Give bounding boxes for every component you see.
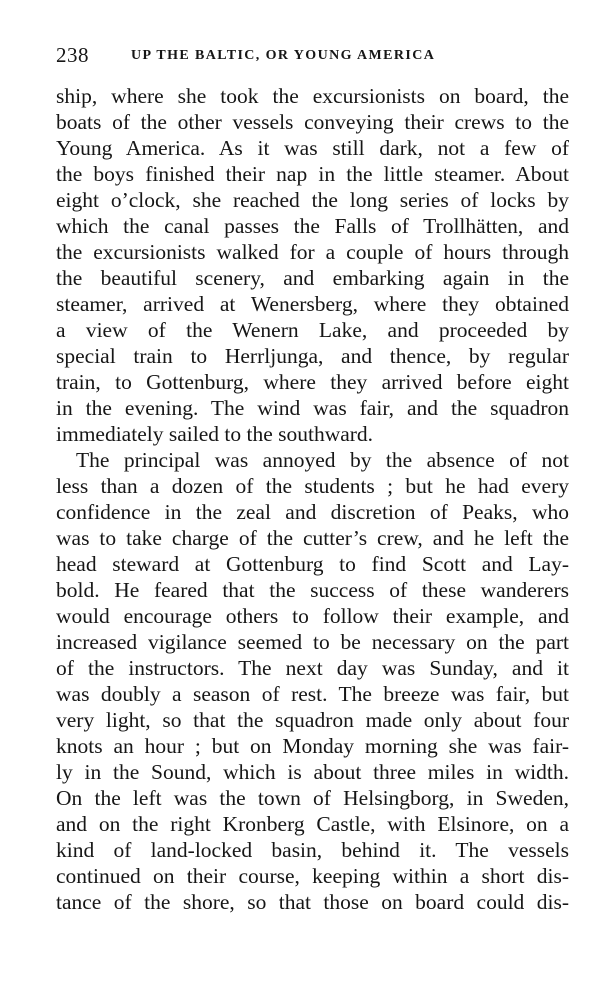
paragraph-2 — [56, 447, 569, 915]
body-text — [56, 83, 569, 915]
text-line: eight o’clock, she reached the long series of locks by — [56, 188, 569, 212]
text-line: in the evening. The wind was fair, and the squadron — [56, 396, 569, 420]
text-line: was doubly a season of rest. The breeze was fair, but — [56, 682, 569, 706]
text-line: increased vigilance seemed to be necessary on the part — [56, 630, 569, 654]
text-line: continued on their course, keeping within a short dis- — [56, 864, 569, 888]
text-line: less than a dozen of the students ; but he had every — [56, 474, 569, 498]
text-line: very light, so that the squadron made only about four — [56, 708, 569, 732]
text-line: immediately sailed to the southward. — [56, 422, 374, 446]
text-line: and on the right Kronberg Castle, with Elsinore, on a — [56, 812, 569, 836]
text-line: The principal was annoyed by the absence of not — [76, 448, 569, 472]
text-line: ship, where she took the excursionists on board, the — [56, 84, 569, 108]
text-line: confidence in the zeal and discretion of Peaks, who — [56, 500, 569, 524]
text-line: kind of land-locked basin, behind it. The vessels — [56, 838, 569, 862]
text-line: boats of the other vessels conveying their crews to the — [56, 110, 569, 134]
text-line: knots an hour ; but on Monday morning she was fair- — [56, 734, 569, 758]
text-line: the boys finished their nap in the little steamer. About — [56, 162, 569, 186]
text-line: Young America. As it was still dark, not a few of — [56, 136, 569, 160]
page-number: 238 — [56, 43, 89, 67]
text-line: of the instructors. The next day was Sunday, and it — [56, 656, 569, 680]
text-line: train, to Gottenburg, where they arrived before eight — [56, 370, 569, 394]
running-head — [56, 43, 576, 67]
text-line: special train to Herrljunga, and thence, by regular — [56, 344, 569, 368]
text-line: the excursionists walked for a couple of hours through — [56, 240, 569, 264]
text-line: head steward at Gottenburg to find Scott and Lay- — [56, 552, 569, 576]
text-line: which the canal passes the Falls of Trollhätten, and — [56, 214, 569, 238]
text-line: steamer, arrived at Wenersberg, where they obtained — [56, 292, 569, 316]
text-line: tance of the shore, so that those on board could dis- — [56, 890, 569, 914]
text-line: was to take charge of the cutter’s crew, and he left the — [56, 526, 569, 550]
running-title: UP THE BALTIC, OR YOUNG AMERICA — [131, 48, 436, 63]
text-line: the beautiful scenery, and embarking again in the — [56, 266, 569, 290]
paragraph-1 — [56, 83, 569, 447]
text-line: bold. He feared that the success of these wanderers — [56, 578, 569, 602]
text-line: a view of the Wenern Lake, and proceeded by — [56, 318, 569, 342]
text-line: would encourage others to follow their example, and — [56, 604, 569, 628]
text-line: On the left was the town of Helsingborg, in Sweden, — [56, 786, 569, 810]
text-line: ly in the Sound, which is about three miles in width. — [56, 760, 569, 784]
